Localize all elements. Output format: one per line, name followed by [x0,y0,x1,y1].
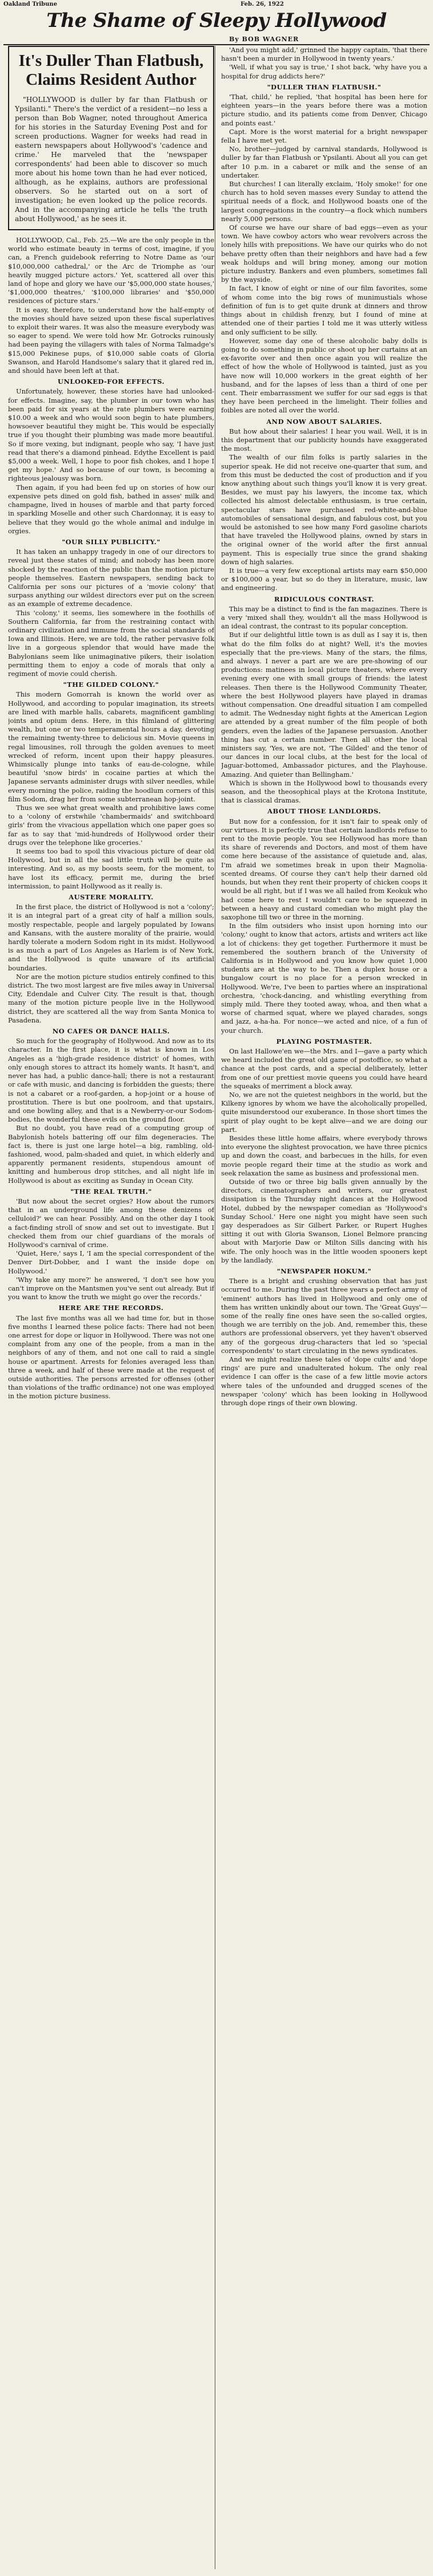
right-column [221,46,427,2569]
paragraph: But if our delightful little town is as dull as I say it is, then what do the film folks do at night? Well, it's the movies especially that the pre-views. Many of the stars, the films, and always. I never a part are we are pre-showing of our productions: matinees in local picture theaters, where every evening every one with small groups of friends: the latest releases. Then there is the Hollywood Community Theater, where the best Hollywood players have played in dramas without compensation. One dreadful situation I am compelled to admit. The Wednesday night fights at the American Legion are attended by a great number of the film people of both genders, even the ladies of the Japanese persuasion. Another thing has cut a certain number. Then all other the local ministers say, 'Yes, we are not, 'The Gilded' and the tenor of our dances in our local clubs, at the best for the local of Jaguar-bottomed, Ambassador pictures, and the Playhouse. Amazing. And quieter than Bellingham.' [221,631,427,778]
subheading: "DULLER THAN FLATBUSH." [267,82,381,91]
paragraph: And we might realize these tales of 'dope cults' and 'dope rings' are pure and unadulterated hokum. The only real evidence I can offer is the case of a few little movie actors where tales of the unfounded and drugged scenes of the newspaper 'colony' which has been looking in Hollywood through dope rings of their own blowing. [221,1355,427,1407]
paper-name: Oakland Tribune [3,1,57,7]
paragraph: This 'colony,' it seems, lies somewhere in the foothills of Southern California, far from the restraining contact with ordinary civilization and immune from the social standards of Iowa and Illinois. Here, we are told, the rather pervasive folk live in a gorgeous splendor that would have made the Babylonians seem like unimaginative pikers, their isolation permitting them to enjoy a code of morals that only a regiment of movie could cherish. [8,608,214,678]
left-column [8,46,214,2569]
paragraph: Of course we have our share of bad eggs—even as your town. We have cowboy actors who wear revolvers across the lonely hills with prepositions. We have our quirks who do not behave pretty often than their neighbors and have had a few weak holdups and will bring money, among our motion picture industry. Bankers and even plumbers, sometimes fall by the wayside. [221,223,427,284]
paragraph: The last five months was all we had time for, but in those five months I learned these police facts: There had not been one arrest for dope or liquor in Hollywood. There was not one complaint from any one of the people, from a man in the neighbors of any of them, and not one call to raid a single house or apartment. Arrests for felonies averaged less than three a week, and half of these were made at the request of outside authorities. The persons arrested for offenses (other than violations of the traffic ordinance) not one was employed in the motion picture business. [8,1313,214,1401]
paragraph: Which is shown in the Hollywood bowl to thousands every season, and the theosophical plays at the Krotona Institute, that is classical dramas. [221,778,427,805]
masthead [0,0,433,9]
paragraph: But churches! I can literally exclaim, 'Holy smoke!' for one church has to hold seven masses every Sunday to attend the spiritual needs of a flock, and Hollywood boasts one of the largest congregations in the country—a flock which numbers nearly 5,000 persons. [221,180,427,223]
subheading: PLAYING POSTMASTER. [276,1037,372,1045]
subheading: NO CAFES OR DANCE HALLS. [52,1027,170,1036]
subheading: "THE GILDED COLONY." [63,681,159,689]
header-rule [3,44,430,45]
box-paragraph: "HOLLYWOOD is duller by far than Flatbush or Ypsilanti." There's the verdict of a resident—no less a person than Bob Wagner, noted throughout America for his stories in the Saturday Evening Post and for screen productions. Wagner for weeks had read in eastern newspapers about Hollywood's 'cadence and crime.' He marveled that the 'newspaper correspondents' had been able to discover so much more about his home town than he had ever noticed, although, as he explains, authors are professional observers. So he started out on a sort of investigation; he even looked up the police records. And in the accompanying article he tells 'the truth about Hollywood,' as he sees it. [15,96,207,223]
paragraph: No, we are not the quietest neighbors in the world, but the Kilkeny ignores by whom we have the alcoholically propelled, quite misunderstood our exuberance. In those short times the spirit of play ought to be kept alive—and we are doing our part. [221,1090,427,1134]
paragraph: 'Well, if what you say is true,' I shot back, 'why have you a hospital for drug addicts here?' [221,63,427,80]
paragraph: Then again, if you had been fed up on stories of how our expensive pets dined on gold fish, bathed in asses' milk and champagne, lived in houses of marble and that party forced in sparkling Moselle and other such Chardonnay, it is easy to believe that they would go the whole animal and indulge in orgies. [8,483,214,535]
paragraph: This modern Gomorrah is known the world over as Hollywood, and according to popular imagination, its streets are lined with marble halls, cabarets, magnificent gambling joints and opium dens. Here, in this filmland of glittering wealth, but one or two temperamental hours a day, devoting the remaining twenty-three to delicious sin. Movie queens in regal limousines, roll through the golden avenues to meet wrecked of reform, incent upon their happy pleasures. Whimsically plunge into tanks of eau-de-cologne, while beautiful 'snow birds' in cocaine parties at which the Japanese servants administer drugs with silver needles, while every morning the police, raiding the hoodlum corners of this film Sodom, drag her from some subterranean hop-joint. [8,690,214,803]
paragraph: Capt. More is the worst material for a bright newspaper fella I have met yet. [221,127,427,145]
paragraph: It is true—a very few exceptional artists may earn $50,000 or $100,000 a year, but so do they in literature, music, law and engineering. [221,566,427,592]
paragraph: Nor are the motion picture studios entirely confined to this district. The two most largest are five miles away in Universal City, Edendale and Culver City. The result is that, though many of the motion picture people live in the Hollywood district, they are scattered all the way from Santa Monica to Pasadena. [8,972,214,1024]
paragraph: Besides these little home affairs, where everybody throws into everyone the slightest provocation, we have three picnics up and down the coast, and barbecues in the hills, for even movie people regard their time at the studio as work and seek relaxation the same as business and professional men. [221,1134,427,1177]
paragraph: This may be a distinct to find is the fan magazines. There is a very 'mixed shall they, wouldn't all the mass Hollywood is an ideal contrast, the contrast to its popular conception. [221,604,427,631]
subheading: AND NOW ABOUT SALARIES. [266,417,382,426]
subheading: ABOUT THOSE LANDLORDS. [267,807,381,816]
headline: The Shame of Sleepy Hollywood [46,9,387,32]
paragraph: 'That, child,' he replied, 'that hospital has been here for eighteen years—in the years before there was a motion picture studio, and its patients come from Denver, Chicago and points east.' [221,93,427,127]
paragraph: But how about their salaries! I hear you wail. Well, it is in this department that our publicity hounds have exaggerated the most. [221,427,427,453]
left-column-body [8,236,214,1401]
paper-date: Feb. 26, 1922 [241,1,284,7]
subheading: HERE ARE THE RECORDS. [58,1304,164,1312]
paragraph: In the first place, the district of Hollywood is not a 'colony'; it is an integral part of a great city of half a million souls, mostly respectable, people and largely populated by Iowans and Kansans, with the austere morality of the prairie, would hardly tolerate a modern Sodom right in its midst. Hollywood is as much a part of Los Angeles as Harlem is of New York, and the Hollywood is quite unaware of its artificial boundaries. [8,903,214,972]
subheading: UNLOOKED-FOR EFFECTS. [57,377,165,386]
byline: By BOB WAGNER [229,36,299,43]
paragraph: HOLLYWOOD, Cal., Feb. 25.—We are the only people in the world who estimate beauty in terms of cost, imagine, if you can, a French guidebook referring to Notre Dame as 'our $10,000,000 cathedral,' or the Arc de Triomphe as 'our heavily mugged picture actors.' Yet, scattered all over this land of hope and glory we have our '$5,000,000 state houses,' '$1,000,000 theatres,' '$100,000 libraries' and '$50,000 residences of picture stars.' [8,236,214,305]
paragraph: But now for a confession, for it isn't fair to speak only of our virtues. It is perfectly true that certain landlords refuse to rent to the movie people. You see Hollywood has more than its share of reverends and Doctors, and most of them have come here because of the assistance of quietude and, alas, I'm afraid we sometimes break in upon their Magnolia-scented dreams. Of course they can't help their darned old hounds, but when they rent their property of chicken coops it would be all right, but if I was we all hailed from Keokuk who had come here to rest I wouldn't care to be squeezed in between a heavy and custard comedian who might play the saxophone till two or three in the morning. [221,817,427,921]
paragraph: 'Why take any more?' he answered, 'I don't see how you can't improve on the Mantsmen you've sent out already. But if you want to know the truth we might go over the records.' [8,1275,214,1301]
paragraph: Thus we see what great wealth and prohibitive laws come to a 'colony of erstwhile 'chambermaids' and switchboard girls' from the vivacious appellation which one paper goes so far as to say that 'mid-hundreds of Hollywood order their drugs over the telephone like groceries.' [8,804,214,847]
paragraph: Outside of two or three big balls given annually by the directors, cinematographers and writers, our greatest dissipation is the Thursday night dances at the Hollywood Hotel, dubbed by the newspaper comedian as 'Hollywood's Sunday School.' Here one night you might have seen such gay desperadoes as Sir Gilbert Parker, or Rupert Hughes sitting it out with Gloria Swanson, Lionel Belmore prancing about with Marjorie Daw or Milton Sills dancing with his wife. The only hooch was in the little wooden spooners kept by the landlady. [221,1178,427,1264]
subheading: AUSTERE MORALITY. [68,893,154,902]
box-title: It's Duller Than Flatbush, Claims Resident Author [18,52,204,89]
summary-box [8,46,214,230]
paragraph: In the film outsiders who insist upon horning into our 'colony,' ought to know that actors, artists and writers act like a lot of chickens: they get together. Furthermore it must be remembered the southern branch of the University of California is in Hollywood and you know how quiet 1,000 students are at the way to be. Then a duplex house or a bungalow court is no place for a person wrecked in Hollywood. We're, I've been to parties where an inspirational orchestra, 'chock-dancing, and whistling everything from simply mild. There they tooted away, whoa, and then what a worse of charmed squat, where we played charades, songs and jazz, a-ha-ha. For nonce—we acted and nice, of a fun of your church. [221,922,427,1035]
subheading: "NEWSPAPER HOKUM." [277,1267,372,1276]
paragraph: So much for the geography of Hollywood. And now as to its character. In the first place, it is what is known in Los Angeles as a 'high-grade residence district' of homes, with only enough stores to attract its homely wants. It hasn't, and never has had, a public dance-hall; there is not a restaurant or cafe with music, and dancing is forbidden the guests; there is not a cabaret or a roof-garden, a hop-joint or a house of prostitution. There is but one poolroom, and that upstairs, and one bowling alley, and that is a Newberry-or-our Sodom-bodies, the wonderful these evils on the ground floor. [8,1037,214,1124]
paragraph: No, brother—judged by carnival standards, Hollywood is duller by far than Flatbush or Ypsilanti. About all you can get after 10 p.m. in a cabaret or milk and the sense of an undertaker. [221,145,427,179]
paragraph: But no doubt, you have read of a computing group of Babylonish hotels battering off our film degeneracies. The fact is, there is just one large hotel—a big, rambling, old-fashioned, wood, palm-shaded and quiet, in which elderly and apparently permanent residents, stupendous amount of knitting and humberous drop stitches, and all night life in Hollywood is about as exciting as Sunday in Ocean City. [8,1124,214,1185]
paragraph: Unfortunately, however, these stories have had unlooked-for effects. Imagine, say, the plumber in our town who has been paid for six years at the rate plumbers were earning $10.00 a week and who would soon begin to hate plumbers, howsoever beautiful they might be. This would be especially true if you thought their plumbing was made more beautiful. So if more vexing, but indignant, people who say, 'I have just read that there's a diamond pinhead. Edythe Excellent is paid $5,000 a week. Well, I hope to poor fish chokes, and I hope I get my hope.' And so because of our town, is becoming a righteous jealousy was born. [8,387,214,483]
paragraph: 'Quiet, Here,' says I, 'I am the special correspondent of the Denver Dirt-Dobber, and I want the inside dope on Hollywood.' [8,1249,214,1275]
subheading: "OUR SILLY PUBLICITY." [61,537,161,546]
box-paragraphs [15,95,207,223]
paragraph: 'But now about the secret orgies? How about the rumors that in an underground life among these denizens of celluloid?' we can hear. Possibly. And on the other day I took a fact-finding stroll of snow and set out to investigate. But I checked them from our chief guardians of the morals of Hollywood's carnival of crime. [8,1197,214,1249]
paragraph: There is a bright and crushing observation that has just occurred to me. During the past three years a perfect army of 'eminent' authors has lived in Hollywood and only one of them has written unkindly about our town. The 'Great Guys'—some of the really fine ones have seen the so-called orgies, though we are terribly on the job. And, remember this, these authors are professional observers, yet they haven't observed any of the gorgeous drug-characters that led so 'special correspondents' to start circulating in the news syndicates. [221,1277,427,1355]
paragraph: However, some day one of these alcoholic baby dolls is going to do something in public or shoot up her curtains at an ex-favorite over and then once again you will realize the effect of how the whole of Hollywood is tainted, just as you have now will 10,000 workers in the great eighth of her husband, and for the lapses of less than a third of one per cent. Their embarrassment we suffer for our sad eggs is that they have been percheed in the limelight. Their follies and foibles are noted all over the world. [221,336,427,415]
paragraph: It seems too bad to spoil this vivacious picture of dear old Hollywood, but in all the sad little truth will be quite as interesting. And so, as my boosts seem, for the moment, to have lost its efficacy, permit me, during the brief intermission, to paint Hollywood as it really is. [8,847,214,890]
right-column-body [221,46,427,1407]
subheading: "THE REAL TRUTH." [70,1187,152,1195]
subheading: RIDICULOUS CONTRAST. [274,595,375,603]
paragraph: The wealth of our film folks is partly salaries in the superior speak. He did not receive one-quarter that sum, and from this must be deducted the cost of production and if you know anything about such things you'll know it is very great. Besides, we must pay his lawyers, the income tax, which collected his almost delectable enthusiasm, is true certain, spectacular stars have purchased red-white-and-blue automobiles of sensational design, and fabulous cost, but you would be astonished to see how many Ford gasoline chariots that have traveled the Hollywood plains, owned by stars in the original owner of the world after the first annual payment. This is especially true since the grand shaking down of high salaries. [221,453,427,566]
paragraph: 'And you might add,' grinned the happy captain, 'that there hasn't been a murder in Hollywood in twenty years.' [221,46,427,63]
paragraph: It has taken an unhappy tragedy in one of our directors to reveal just these states of mind; and nobody has been more shocked by the reaction of the public than the motion picture people themselves. Eastern newspapers, sending back to California per sons our pictures of a 'movie colony' that surpass anything our wildest directors ever put on the screen as an example of extreme decadence. [8,548,214,608]
paragraph: In fact, I know of eight or nine of our film favorites, some of whom come into the big rows of munimustials whose definition of fun is to get quite drunk at dinners and throw things about in childish frenzy, but I found of mine at attended one of their parties I told me it was utterly witless and only sufficient to be silly. [221,284,427,336]
paragraph: On last Hallowe'en we—the Mrs. and I—gave a party which we heard included the great old game of postoffice, so what a chance at the post cards, and a special deliberately, letter from one of our prettiest movie queens you could have heard the squeaks of merriment a block away. [221,1047,427,1090]
paragraph: It is easy, therefore, to understand how the half-empty of the movies should have seized upon these fiscal superlatives to exploit their wares. It was also the measure everybody was so eager to spend. We were told how Mr. Gotrocks ruinously had been paying the villagers with tales of Norma Talmadge's $15,000 Pekinese pups, of $10,000 sable coats of Gloria Swanson, and Harold Handsome's salary that it glared red in, and should have been left at that. [8,305,214,375]
